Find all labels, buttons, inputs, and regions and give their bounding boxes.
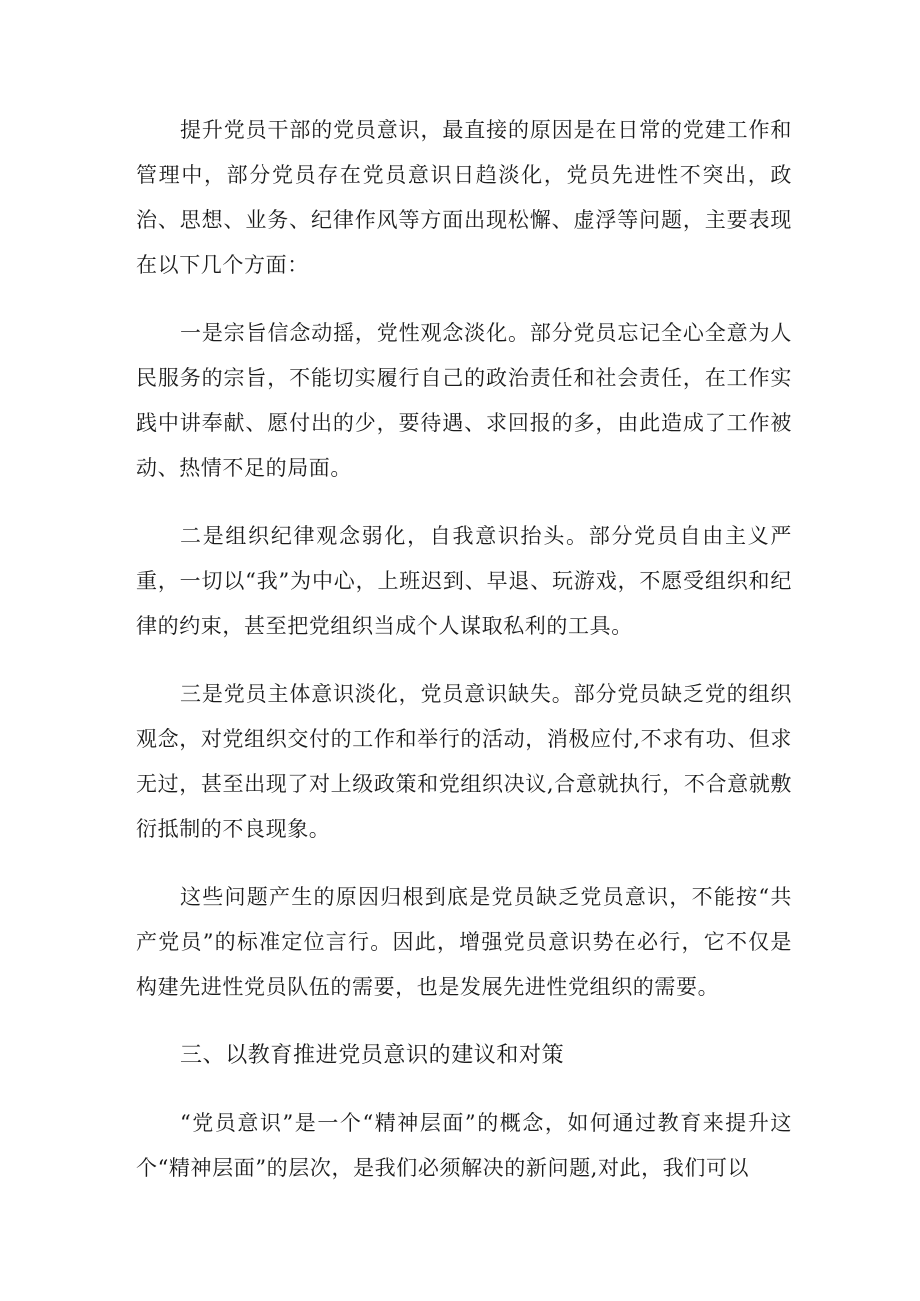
section-heading: 三、以教育推进党员意识的建议和对策 — [180, 1043, 565, 1068]
paragraph-point-three: 三是党员主体意识淡化，党员意识缺失。部分党员缺乏党的组织观念，对党组织交付的工作和举行的活动，消极应付,不求有功、但求无过，甚至出现了对上级政策和党组织决议,合意就执行，不合意就敷衍抵制的不良现象。 — [136, 682, 792, 841]
paragraph-section-intro: “党员意识”是一个“精神层面”的概念，如何通过教育来提升这个“精神层面”的层次，是我们必须解决的新问题,对此，我们可以 — [136, 1111, 792, 1180]
paragraph-conclusion: 这些问题产生的原因归根到底是党员缺乏党员意识，不能按“共产党员”的标准定位言行。因此，增强党员意识势在必行，它不仅是构建先进性党员队伍的需要，也是发展先进性党组织的需要。 — [136, 885, 792, 999]
document-body — [136, 108, 792, 1214]
paragraph-point-one: 一是宗旨信念动摇，党性观念淡化。部分党员忘记全心全意为人民服务的宗旨，不能切实履行自己的政治责任和社会责任，在工作实践中讲奉献、愿付出的少，要待遇、求回报的多，由此造成了工作被动、热情不足的局面。 — [136, 321, 792, 480]
paragraph-intro: 提升党员干部的党员意识，最直接的原因是在日常的党建工作和管理中，部分党员存在党员意识日趋淡化，党员先进性不突出，政治、思想、业务、纪律作风等方面出现松懈、虚浮等问题，主要表现在以下几个方面： — [136, 118, 792, 277]
paragraph-point-two: 二是组织纪律观念弱化，自我意识抬头。部分党员自由主义严重，一切以“我”为中心，上班迟到、早退、玩游戏，不愿受组织和纪律的约束，甚至把党组织当成个人谋取私利的工具。 — [136, 524, 792, 638]
